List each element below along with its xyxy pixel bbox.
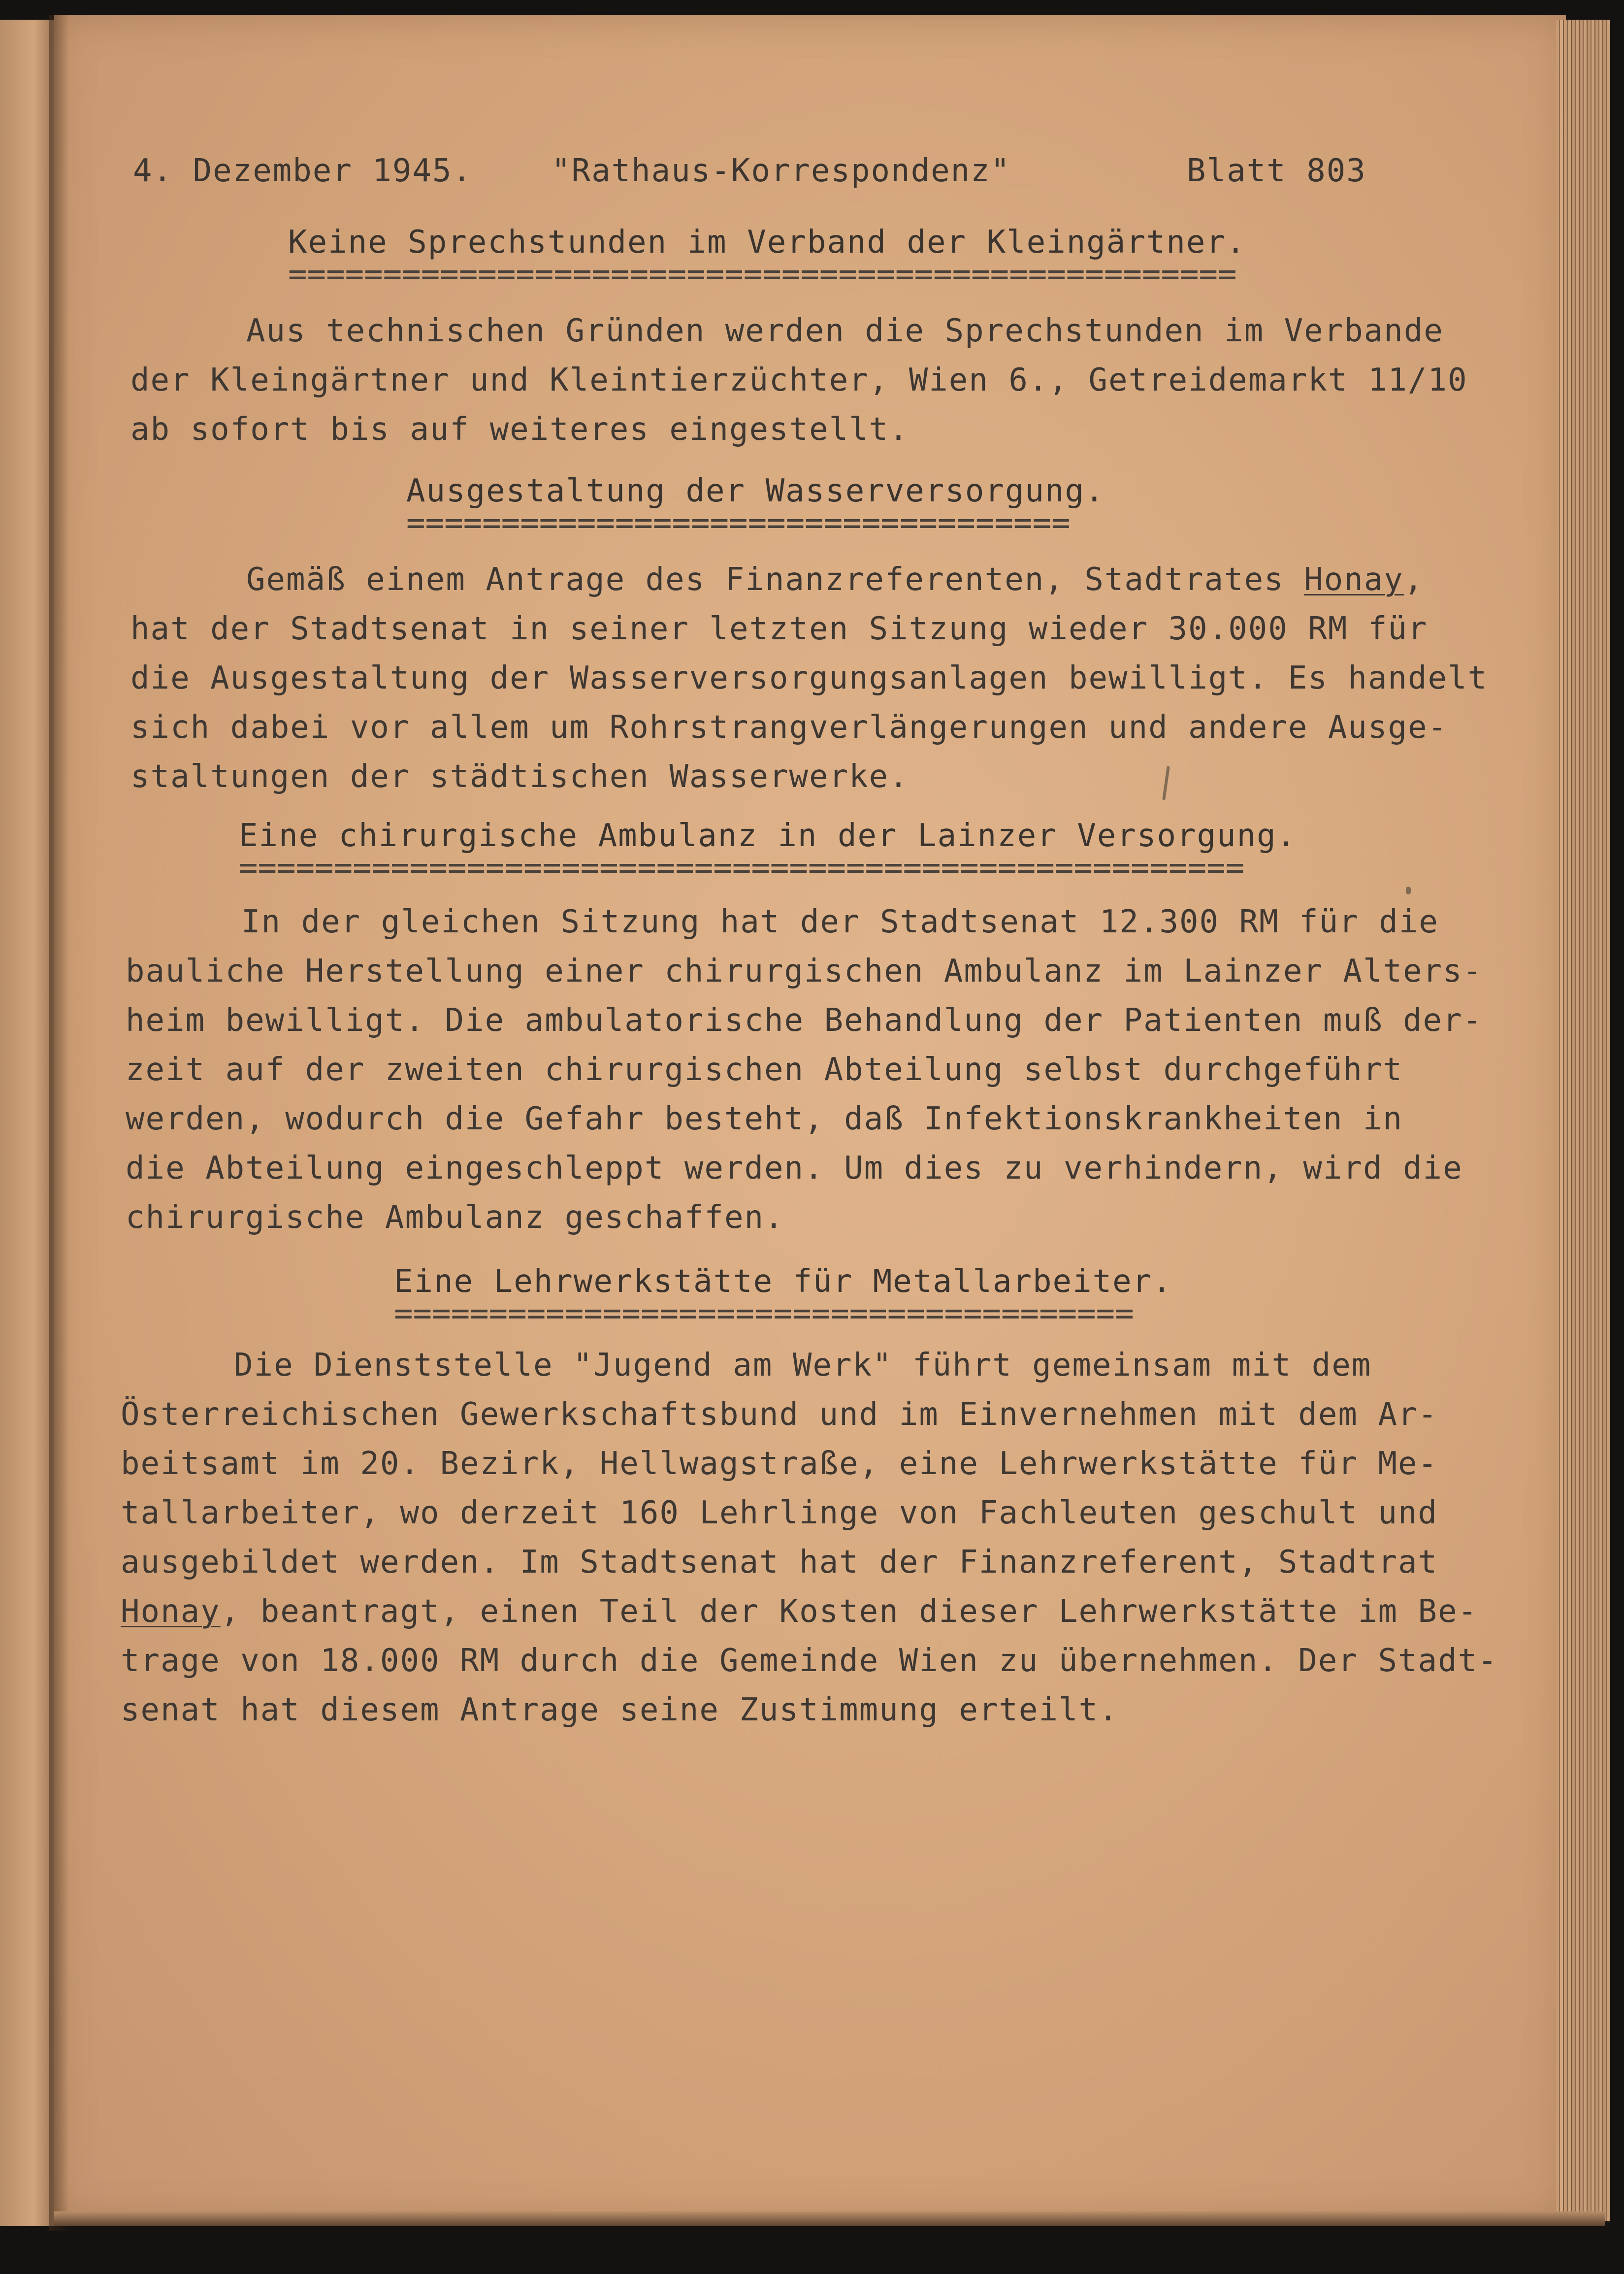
- article-3-heading: Eine chirurgische Ambulanz in der Lainzer Versorgung.: [239, 818, 1297, 854]
- article-3-line-4: zeit auf der zweiten chirurgischen Abteilung selbst durchgeführt: [126, 1052, 1403, 1088]
- article-4-line-5: ausgebildet werden. Im Stadtsenat hat der Finanzreferent, Stadtrat: [121, 1544, 1438, 1581]
- article-4-line-8: senat hat diesem Antrage seine Zustimmung erteilt.: [121, 1692, 1119, 1728]
- page-header: [133, 148, 1374, 202]
- article-1-underline: ==================================================: [288, 256, 1237, 293]
- article-2-line-3: die Ausgestaltung der Wasserversorgungsanlagen bewilligt. Es handelt: [130, 660, 1488, 696]
- article-3-line-2: bauliche Herstellung einer chirurgischen Ambulanz im Lainzer Alters-: [126, 953, 1483, 989]
- article-4-line-4: tallarbeiter, wo derzeit 160 Lehrlinge von Fachleuten geschult und: [121, 1495, 1438, 1531]
- header-publication: "Rathaus-Korrespondenz": [552, 153, 1011, 189]
- page-bottom-edge: [54, 2211, 1605, 2226]
- stacked-page-edges: [1556, 20, 1610, 2221]
- article-2-underline: ===================================: [406, 505, 1071, 541]
- article-2-heading: Ausgestaltung der Wasserversorgung.: [406, 473, 1105, 509]
- article-1-line-1: Aus technischen Gründen werden die Sprechstunden im Verbande: [246, 313, 1444, 349]
- header-date: 4. Dezember 1945.: [133, 153, 473, 189]
- article-3-line-1: In der gleichen Sitzung hat der Stadtsenat 12.300 RM für die: [241, 904, 1439, 940]
- article-4-underlined-name: Honay: [121, 1593, 221, 1630]
- article-1-heading: Keine Sprechstunden im Verband der Kleingärtner.: [288, 224, 1246, 261]
- article-2-line-1: [246, 561, 1424, 598]
- article-4-line-3: beitsamt im 20. Bezirk, Hellwagstraße, eine Lehrwerkstätte für Me-: [121, 1446, 1438, 1482]
- article-1-line-2: der Kleingärtner und Kleintierzüchter, Wien 6., Getreidemarkt 11/10: [130, 362, 1468, 398]
- article-3-underline: =====================================================: [239, 850, 1245, 886]
- article-3-line-7: chirurgische Ambulanz geschaffen.: [126, 1199, 784, 1236]
- article-2-underlined-name: Honay: [1304, 561, 1404, 598]
- article-4-line-6-text: , beantragt, einen Teil der Kosten dieser Lehrwerkstätte im Be-: [220, 1593, 1478, 1630]
- article-2-line-1-text: Gemäß einem Antrage des Finanzreferenten, Stadtrates: [246, 561, 1304, 598]
- article-2-line-4: sich dabei vor allem um Rohrstrangverlängerungen und andere Ausge-: [130, 709, 1448, 746]
- article-4-line-7: trage von 18.000 RM durch die Gemeinde Wien zu übernehmen. Der Stadt-: [121, 1643, 1498, 1679]
- header-sheet-number: Blatt 803: [1187, 153, 1366, 189]
- article-4-line-6: [121, 1593, 1478, 1630]
- article-3-line-3: heim bewilligt. Die ambulatorische Behandlung der Patienten muß der-: [126, 1002, 1483, 1039]
- article-3-line-5: werden, wodurch die Gefahr besteht, daß Infektionskrankheiten in: [126, 1101, 1403, 1137]
- article-4-heading: Eine Lehrwerkstätte für Metallarbeiter.: [394, 1263, 1172, 1300]
- binding-gutter-shadow: [49, 15, 69, 2231]
- ink-dot: [1406, 887, 1411, 894]
- article-3-line-6: die Abteilung eingeschleppt werden. Um dies zu verhindern, wird die: [126, 1150, 1463, 1186]
- article-2-name-comma: ,: [1403, 561, 1424, 598]
- article-4-line-1: Die Dienststelle "Jugend am Werk" führt gemeinsam mit dem: [234, 1347, 1372, 1384]
- article-4-line-2: Österreichischen Gewerkschaftsbund und im Einvernehmen mit dem Ar-: [121, 1396, 1438, 1433]
- article-1-line-3: ab sofort bis auf weiteres eingestellt.: [130, 411, 909, 448]
- article-2-line-5: staltungen der städtischen Wasserwerke.: [130, 758, 909, 795]
- article-2-line-2: hat der Stadtsenat in seiner letzten Sitzung wieder 30.000 RM für: [130, 611, 1428, 647]
- article-4-underline: =======================================: [394, 1295, 1134, 1332]
